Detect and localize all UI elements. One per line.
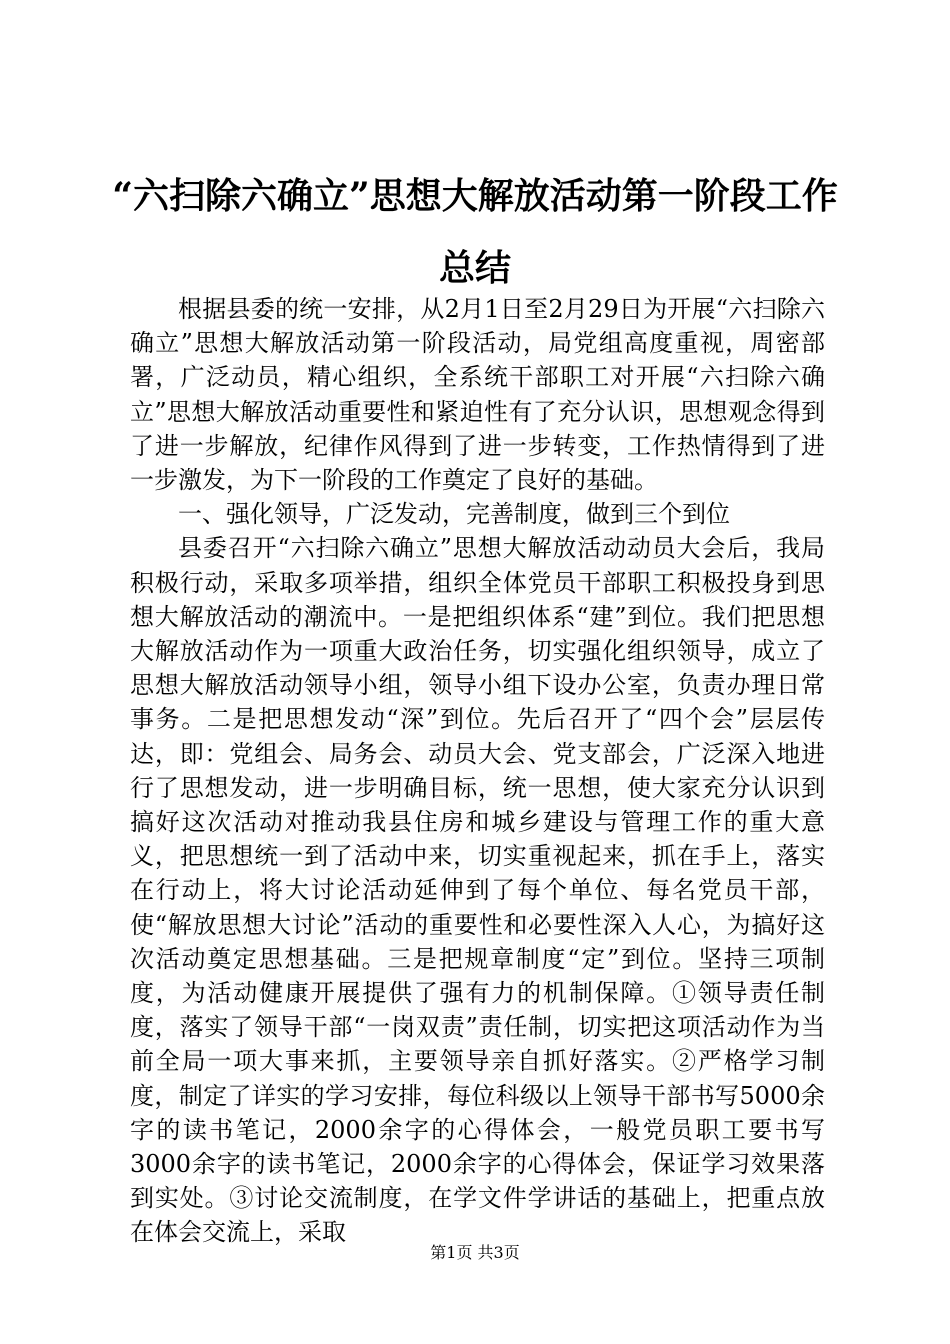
- section-heading-1: 一、强化领导，广泛发动，完善制度，做到三个到位: [178, 500, 730, 529]
- document-body: [130, 292, 825, 1250]
- page-footer: 第1页 共3页: [430, 1243, 520, 1262]
- document-title: “六扫除六确立”思想大解放活动第一阶段工作总结: [112, 175, 838, 289]
- paragraph-section-1: 县委召开“六扫除六确立”思想大解放活动动员大会后，我局积极行动，采取多项举措，组织全体党员干部职工积极投身到思想大解放活动的潮流中。一是把组织体系“建”到位。我们把思想大解放活动作为一项重大政治任务，切实强化组织领导，成立了思想大解放活动领导小组，领导小组下设办公室，负责办理日常事务。二是把思想发动“深”到位。先后召开了“四个会”层层传达，即：党组会、局务会、动员大会、党支部会，广泛深入地进行了思想发动，进一步明确目标，统一思想，使大家充分认识到搞好这次活动对推动我县住房和城乡建设与管理工作的重大意义，把思想统一到了活动中来，切实重视起来，抓在手上，落实在行动上，将大讨论活动延伸到了每个单位、每名党员干部，使“解放思想大讨论”活动的重要性和必要性深入人心，为搞好这次活动奠定思想基础。三是把规章制度“定”到位。坚持三项制度，为活动健康开展提供了强有力的机制保障。①领导责任制度，落实了领导干部“一岗双责”责任制，切实把这项活动作为当前全局一项大事来抓，主要领导亲自抓好落实。②严格学习制度，制定了详实的学习安排，每位科级以上领导干部书写5000余字的读书笔记，2000余字的心得体会，一般党员职工要书写3000余字的读书笔记，2000余字的心得体会，保证学习效果落到实处。③讨论交流制度，在学文件学讲话的基础上，把重点放在体会交流上，采取: [130, 534, 825, 1247]
- paragraph-intro: 根据县委的统一安排，从2月1日至2月29日为开展“六扫除六确立”思想大解放活动第一阶段活动，局党组高度重视，周密部署，广泛动员，精心组织，全系统干部职工对开展“六扫除六确立”思想大解放活动重要性和紧迫性有了充分认识，思想观念得到了进一步解放，纪律作风得到了进一步转变，工作热情得到了进一步激发，为下一阶段的工作奠定了良好的基础。: [130, 295, 825, 495]
